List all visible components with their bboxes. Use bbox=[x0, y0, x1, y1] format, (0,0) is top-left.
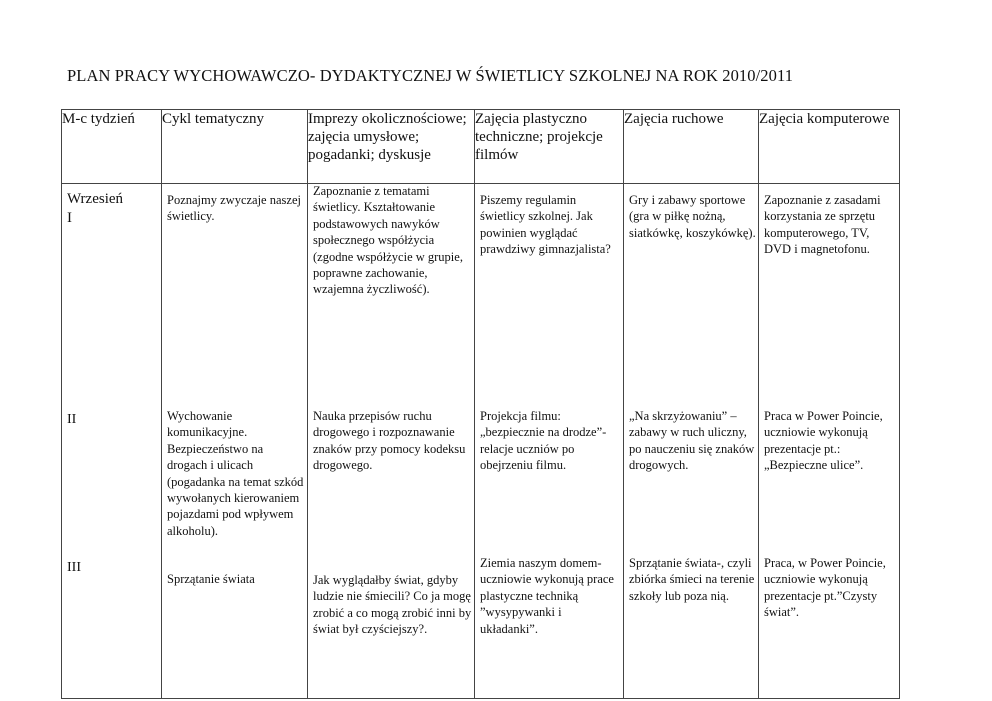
week-1-ruchowe: Gry i zabawy sportowe (gra w piłkę nożną, siatkówkę, koszykówkę). bbox=[629, 193, 756, 240]
header-month-week: M-c tydzień bbox=[62, 110, 162, 184]
table-header-row bbox=[62, 110, 900, 184]
week-1-label: I bbox=[67, 210, 72, 226]
plastyczne-cell bbox=[475, 184, 624, 699]
week-2-ruchowe: „Na skrzyżowaniu” – zabawy w ruch uliczny, po nauczeniu się znaków drogowych. bbox=[629, 409, 755, 473]
week-3-imprezy: Jak wyglądałby świat, gdyby ludzie nie śmiecili? Co ja mogę zrobić a co mogą zrobić inni by świat był czyściejszy?. bbox=[313, 573, 472, 637]
week-2-cykl: Wychowanie komunikacyjne. Bezpieczeństwo na drogach i ulicach (pogadanka na temat szkód wywołanych kierowaniem pojazdami pod wpływem alkoholu). bbox=[167, 409, 304, 538]
week-3-komputerowe: Praca, w Power Poincie, uczniowie wykonują prezentacje pt.”Czysty świat”. bbox=[764, 556, 886, 620]
week-1-cykl: Poznajmy zwyczaje naszej świetlicy. bbox=[167, 193, 301, 224]
header-zajecia-plastyczne: Zajęcia plastyczno techniczne; projekcje filmów bbox=[475, 110, 624, 184]
month-label: Wrzesień bbox=[67, 191, 124, 207]
plan-table bbox=[61, 109, 900, 699]
header-zajecia-komputerowe: Zajęcia komputerowe bbox=[759, 110, 900, 184]
week-3-plastyczne: Ziemia naszym domem- uczniowie wykonują prace plastyczne techniką ”wysypywanki i układanki”. bbox=[480, 556, 614, 636]
week-2-plastyczne: Projekcja filmu: „bezpiecznie na drodze”- relacje uczniów po obejrzeniu filmu. bbox=[480, 409, 607, 473]
week-3-cykl: Sprzątanie świata bbox=[167, 572, 255, 586]
header-zajecia-ruchowe: Zajęcia ruchowe bbox=[624, 110, 759, 184]
week-3-ruchowe: Sprzątanie świata-, czyli zbiórka śmieci na terenie szkoły lub poza nią. bbox=[629, 556, 755, 603]
week-3-label: III bbox=[67, 560, 81, 575]
week-2-imprezy: Nauka przepisów ruchu drogowego i rozpoznawanie znaków przy pomocy kodeksu drogowego. bbox=[313, 409, 466, 473]
week-2-komputerowe: Praca w Power Poincie, uczniowie wykonują prezentacje pt.: „Bezpieczne ulice”. bbox=[764, 409, 883, 473]
imprezy-cell bbox=[308, 184, 475, 699]
komputerowe-cell bbox=[759, 184, 900, 699]
month-week-cell bbox=[62, 184, 162, 699]
ruchowe-cell bbox=[624, 184, 759, 699]
cykl-cell bbox=[162, 184, 308, 699]
week-1-komputerowe: Zapoznanie z zasadami korzystania ze sprzętu komputerowego, TV, DVD i magnetofonu. bbox=[764, 193, 881, 257]
week-2-label: II bbox=[67, 412, 77, 427]
document-title: PLAN PRACY WYCHOWAWCZO- DYDAKTYCZNEJ W ŚWIETLICY SZKOLNEJ NA ROK 2010/2011 bbox=[67, 66, 794, 85]
week-1-imprezy: Zapoznanie z tematami świetlicy. Kształtowanie podstawowych nawyków społecznego współżycia (zgodne współżycie w grupie, poprawne zachowanie, wzajemna życzliwość). bbox=[313, 184, 463, 297]
week-1-plastyczne: Piszemy regulamin świetlicy szkolnej. Jak powinien wyglądać prawdziwy gimnazjalista? bbox=[480, 193, 611, 257]
header-cykl-tematyczny: Cykl tematyczny bbox=[162, 110, 308, 184]
header-imprezy: Imprezy okolicznościowe; zajęcia umysłowe; pogadanki; dyskusje bbox=[308, 110, 475, 184]
table-body-row bbox=[62, 184, 900, 699]
